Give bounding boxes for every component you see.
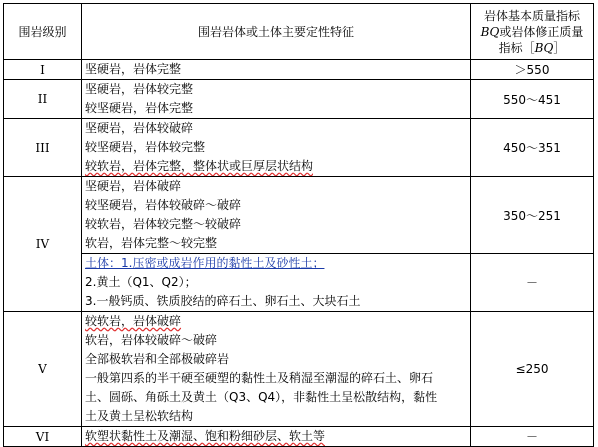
feature-cell: [82, 427, 471, 447]
table-row: [4, 60, 594, 80]
table-row: [4, 427, 594, 447]
bq-cell: 350～251: [471, 177, 594, 254]
feature-line-text: 较软岩，岩体破碎: [85, 314, 182, 328]
feature-line: [85, 254, 470, 273]
table-row: [4, 312, 594, 427]
feature-line-text: 软塑状黏性土及潮湿、饱和粉细砂层、软土等: [85, 429, 326, 443]
bq-cell: 550～451: [471, 80, 594, 119]
table-row: [4, 254, 594, 312]
feature-line: 全部极软岩和全部极破碎岩: [85, 352, 230, 366]
feature-cell: [82, 177, 471, 254]
feature-line: 一般第四系的半干硬至硬塑的黏性土及稍湿至潮湿的碎石土、卵石: [85, 371, 434, 385]
feature-line-text: 土体：1.压密或成岩作用的黏性土及砂性土；: [85, 256, 325, 270]
feature-line: [85, 157, 470, 176]
grade-cell: III: [4, 119, 82, 177]
header-grade: 围岩级别: [4, 4, 82, 60]
feature-line: 坚硬岩，岩体完整: [85, 62, 182, 76]
bq-cell: ＞550: [471, 60, 594, 80]
grade-cell: II: [4, 80, 82, 119]
feature-line: 土及黄土呈松软结构: [85, 409, 194, 423]
feature-line: 较软岩，岩体较完整～较破碎: [85, 217, 242, 231]
header-bq: [471, 4, 594, 60]
header-bq-line3-c: ］: [553, 40, 566, 55]
table-row: [4, 80, 594, 119]
feature-line: 较坚硬岩，岩体较破碎～破碎: [85, 198, 242, 212]
header-feature: 围岩岩体或土体主要定性特征: [82, 4, 471, 60]
feature-cell: [82, 119, 471, 177]
feature-line: 坚硬岩，岩体较完整: [85, 82, 194, 96]
header-row: [4, 4, 594, 60]
bq-cell: －: [471, 254, 594, 312]
bq-cell: ≤250: [471, 312, 594, 427]
grade-cell: V: [4, 312, 82, 427]
feature-line: 坚硬岩，岩体破碎: [85, 179, 182, 193]
table-row: [4, 177, 594, 254]
feature-cell: [82, 312, 471, 427]
feature-line: 较坚硬岩，岩体完整: [85, 101, 194, 115]
feature-cell: [82, 80, 471, 119]
bq-cell: －: [471, 427, 594, 447]
feature-cell: [82, 254, 471, 312]
feature-line: 土、圆砾、角砾土及黄土（Q3、Q4），非黏性土呈松散结构，黏性: [85, 390, 438, 404]
feature-line: 软岩，岩体完整～较完整: [85, 236, 218, 250]
feature-cell: [82, 60, 471, 80]
feature-line: 3.一般钙质、铁质胶结的碎石土、卵石土、大块石土: [85, 294, 361, 308]
header-bq-line3-b: BQ: [534, 40, 554, 55]
header-bq-line3-a: 指标［: [498, 40, 535, 55]
feature-line: 2.黄土（Q1、Q2）；: [85, 275, 197, 289]
feature-line: [85, 427, 470, 446]
grade-cell: I: [4, 60, 82, 80]
header-bq-line2-b: 或岩体修正质量: [499, 24, 584, 39]
header-bq-line1: 岩体基本质量指标: [483, 8, 580, 23]
header-bq-line2-a: BQ: [480, 24, 500, 39]
feature-line: [85, 312, 470, 331]
rock-classification-table: [3, 3, 594, 447]
table-row: [4, 119, 594, 177]
grade-cell: VI: [4, 427, 82, 447]
feature-line: 较坚硬岩，岩体较完整: [85, 140, 206, 154]
feature-line: 坚硬岩，岩体较破碎: [85, 121, 194, 135]
feature-line-text: 较软岩，岩体完整，整体状或巨厚层状结构: [85, 159, 314, 173]
feature-line: 软岩，岩体较破碎～破碎: [85, 333, 218, 347]
grade-cell: IV: [4, 177, 82, 312]
bq-cell: 450～351: [471, 119, 594, 177]
